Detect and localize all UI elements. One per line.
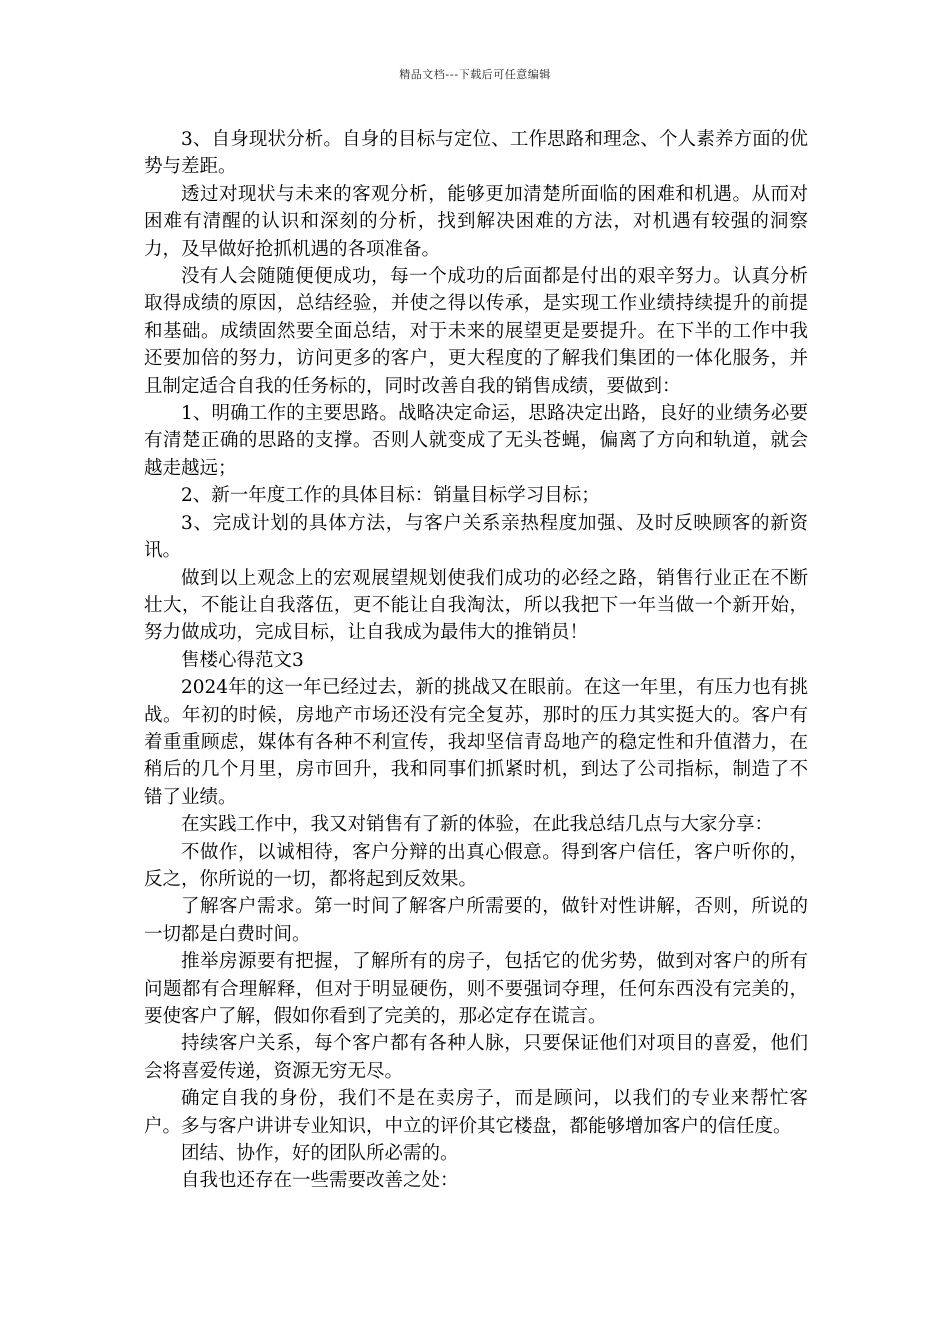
paragraph: 团结、协作，好的团队所必需的。 (181, 1143, 459, 1165)
section-heading: 售楼心得范文3 (181, 649, 304, 671)
paragraph: 2024年的这一年已经过去，新的挑战又在眼前。在这一年里，有压力也有挑战。年初的时候，房地产市场还没有完全复苏，那时的压力其实挺大的。客户有着重重顾虑，媒体有各种不利宣传，我却坚信青岛地产的稳定性和升值潜力，在稍后的几个月里，房市回升，我和同事们抓紧时机，到达了公司指标，制造了不错了业绩。 (144, 677, 808, 808)
paragraph: 确定自我的身份，我们不是在卖房子，而是顾问，以我们的专业来帮忙客户。多与客户讲讲专业知识，中立的评价其它楼盘，都能够增加客户的信任度。 (144, 1088, 808, 1137)
paragraph: 了解客户需求。第一时间了解客户所需要的，做针对性讲解，否则，所说的一切都是白费时间。 (144, 896, 808, 945)
paragraph: 透过对现状与未来的客观分析，能够更加清楚所面临的困难和机遇。从而对困难有清醒的认识和深刻的分析，找到解决困难的方法，对机遇有较强的洞察力，及早做好抢抓机遇的各项准备。 (144, 183, 808, 260)
paragraph: 持续客户关系，每个客户都有各种人脉，只要保证他们对项目的喜爱，他们会将喜爱传递，资源无穷无尽。 (144, 1033, 808, 1082)
document-body (144, 126, 808, 1195)
paragraph: 推举房源要有把握，了解所有的房子，包括它的优劣势，做到对客户的所有问题都有合理解释，但对于明显硬伤，则不要强词夺理，任何东西没有完美的，要使客户了解，假如你看到了完美的，那必定存在谎言。 (144, 951, 808, 1027)
paragraph: 自我也还存在一些需要改善之处： (181, 1170, 459, 1192)
page-header: 精品文档---下载后可任意编辑 (399, 68, 551, 81)
paragraph: 没有人会随随便便成功，每一个成功的后面都是付出的艰辛努力。认真分析取得成绩的原因，总结经验，并使之得以传承，是实现工作业绩持续提升的前提和基础。成绩固然要全面总结，对于未来的展望更是要提升。在下半的工作中我还要加倍的努力，访问更多的客户，更大程度的了解我们集团的一体化服务，并且制定适合自我的任务标的，同时改善自我的销售成绩，要做到： (144, 266, 808, 397)
paragraph: 1、明确工作的主要思路。战略决定命运，思路决定出路，良好的业绩务必要有清楚正确的思路的支撑。否则人就变成了无头苍蝇，偏离了方向和轨道，就会越走越远； (144, 403, 808, 479)
paragraph: 2、新一年度工作的具体目标：销量目标学习目标； (181, 485, 600, 507)
paragraph: 在实践工作中，我又对销售有了新的体验，在此我总结几点与大家分享： (181, 814, 774, 836)
paragraph: 不做作，以诚相待，客户分辩的出真心假意。得到客户信任，客户听你的，反之，你所说的一切，都将起到反效果。 (144, 841, 808, 890)
paragraph: 3、完成计划的具体方法，与客户关系亲热程度加强、及时反映顾客的新资讯。 (144, 512, 808, 562)
paragraph: 3、自身现状分析。自身的目标与定位、工作思路和理念、个人素养方面的优势与差距。 (144, 129, 808, 178)
paragraph: 做到以上观念上的宏观展望规划使我们成功的必经之路，销售行业正在不断壮大，不能让自我落伍，更不能让自我淘汰，所以我把下一年当做一个新开始，努力做成功，完成目标，让自我成为最伟大的推销员！ (144, 567, 808, 644)
